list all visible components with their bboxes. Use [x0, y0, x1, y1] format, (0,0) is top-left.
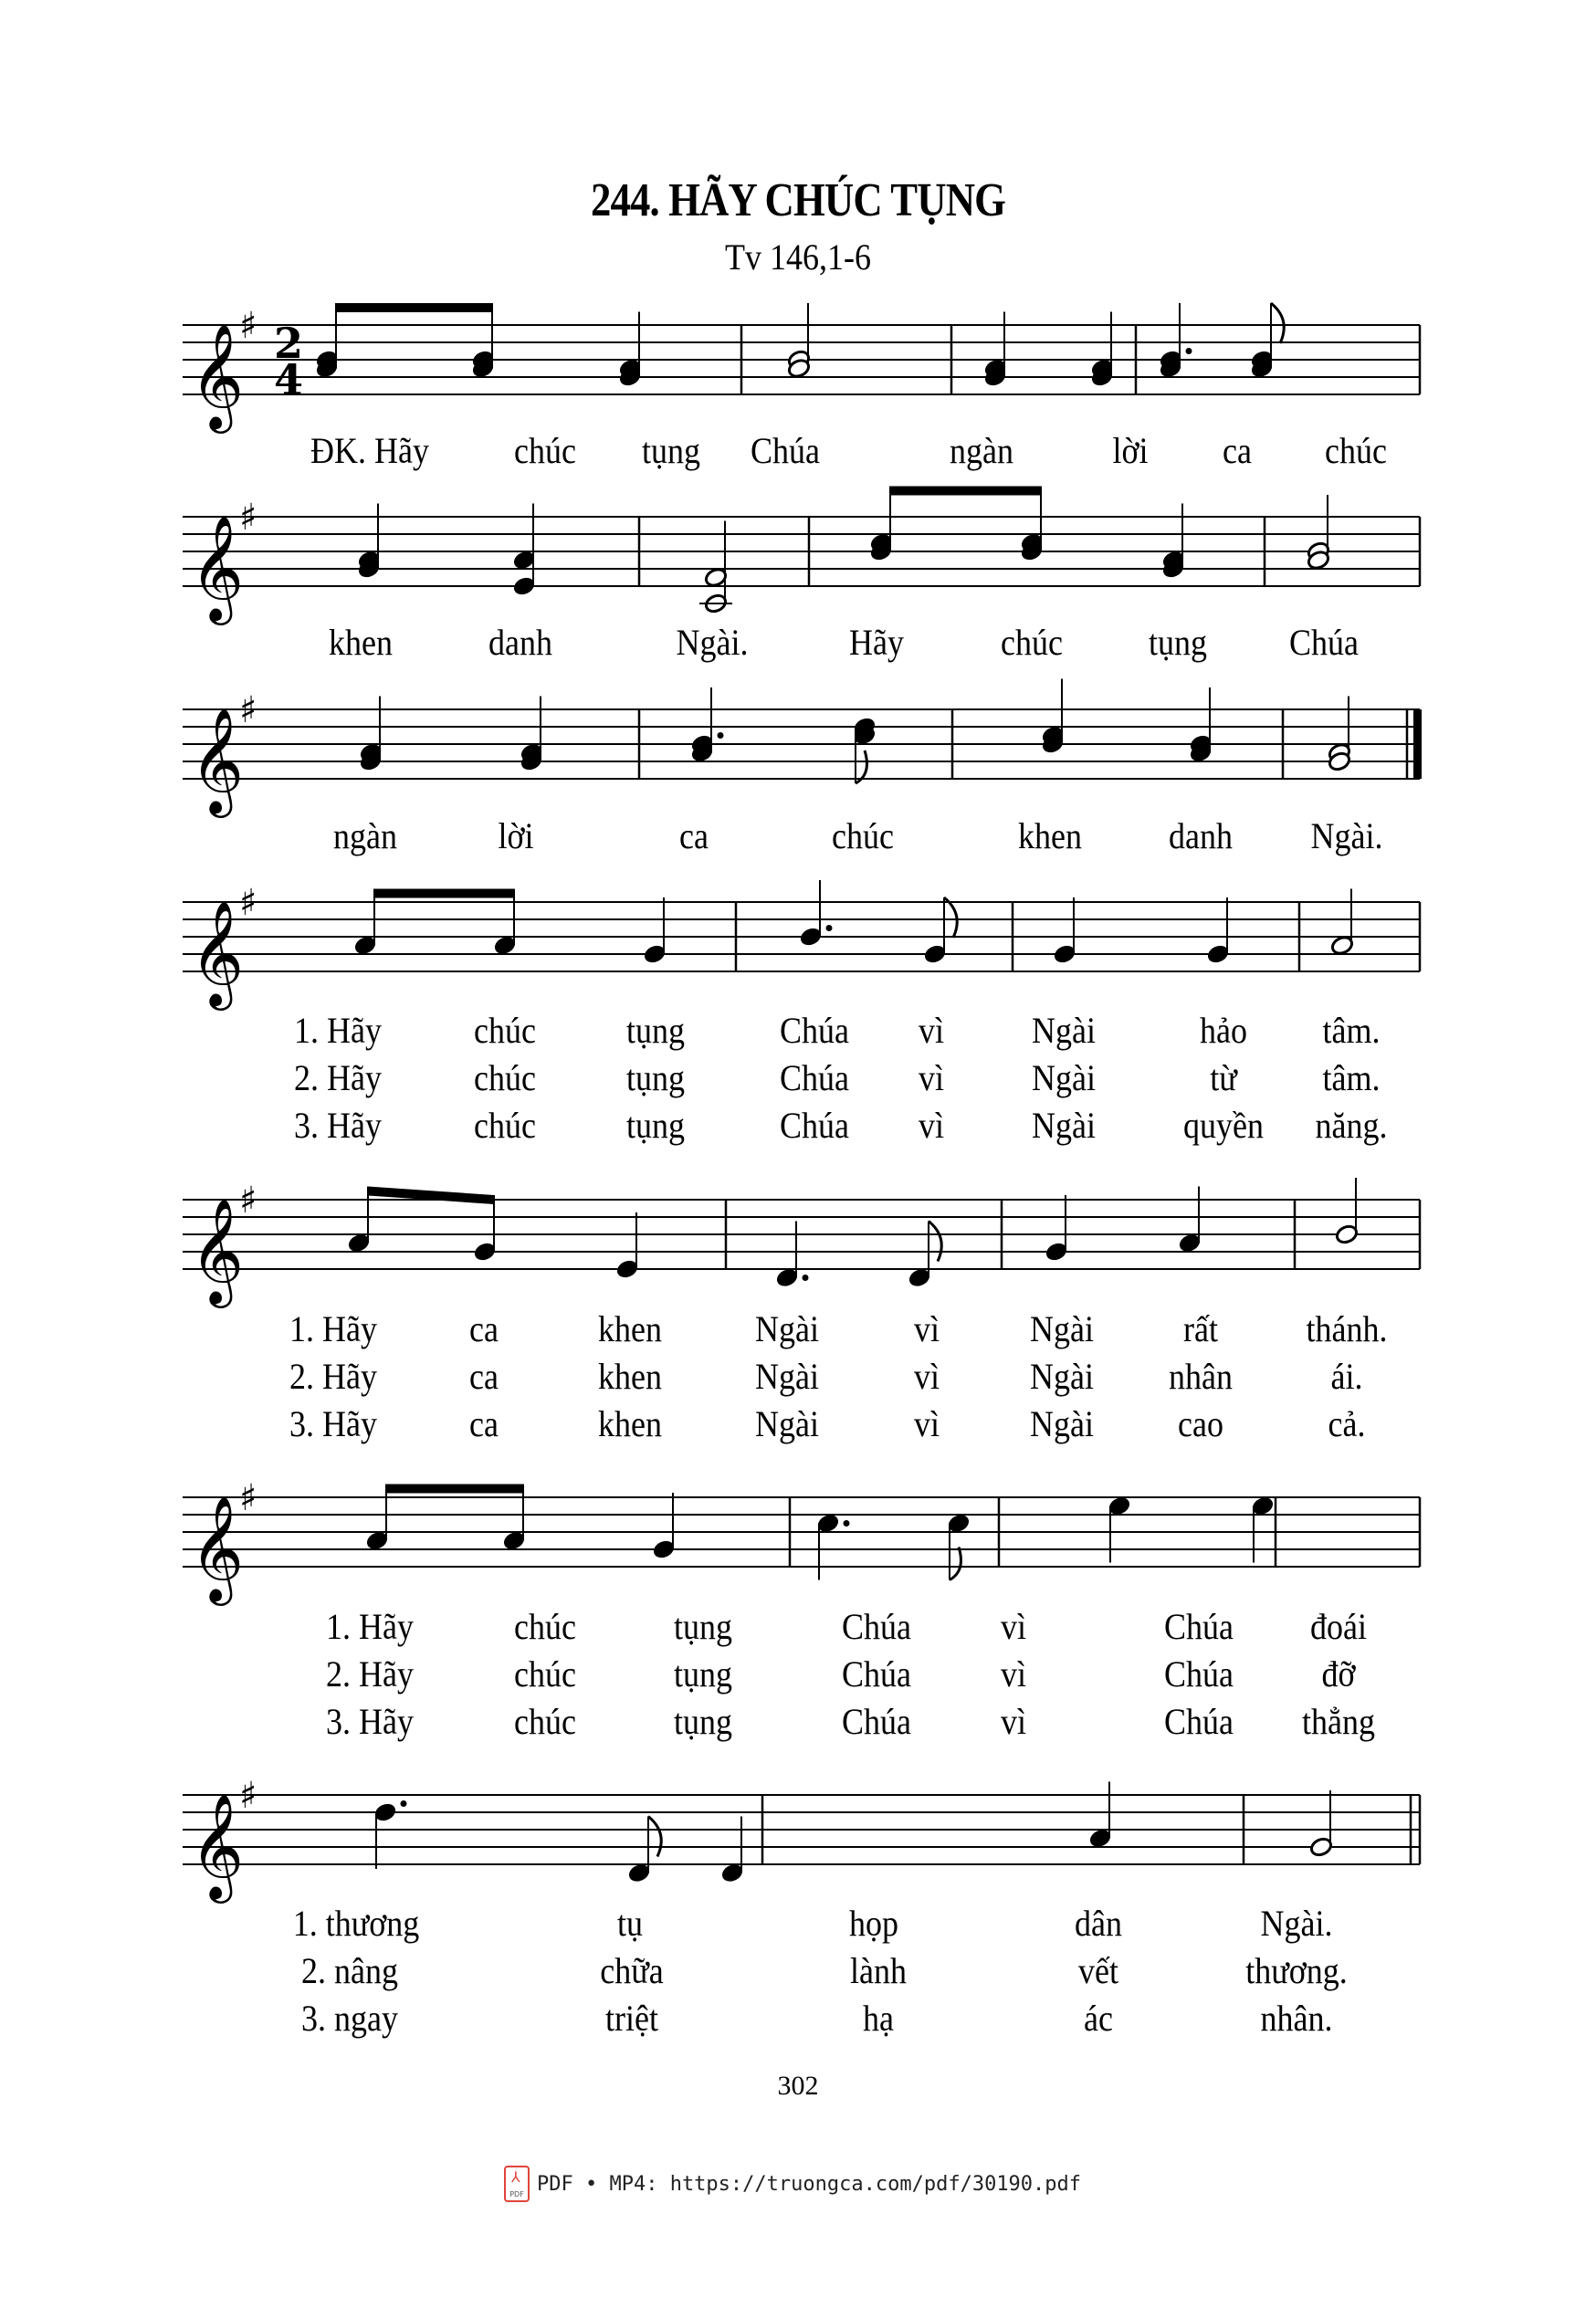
lyric-syllable: rất	[1183, 1308, 1218, 1349]
lyric-syllable: ca	[469, 1356, 499, 1397]
augmentation-dot	[401, 1800, 407, 1807]
lyric-syllable: lành	[850, 1950, 907, 1991]
augmentation-dot	[718, 732, 724, 739]
lyric-syllable: tụ	[616, 1903, 644, 1944]
lyric-syllable: 3. ngay	[301, 1998, 398, 2039]
lyric-syllable: Ngài	[1030, 1403, 1094, 1444]
lyric-syllable: chúc	[514, 430, 576, 471]
lyric-syllable: vì	[918, 1105, 945, 1146]
lyric-syllable: chúc	[514, 1606, 576, 1647]
lyric-syllable: Ngài.	[1310, 815, 1383, 856]
lyric-syllable: vì	[1000, 1606, 1027, 1647]
lyric-syllable: ngàn	[333, 815, 397, 856]
treble-clef-icon: 𝄞	[190, 1495, 245, 1601]
footer-text[interactable]: PDF • MP4: https://truongca.com/pdf/30190.pdf	[537, 2172, 1082, 2196]
lyric-syllable: tụng	[1148, 622, 1208, 663]
treble-clef-icon: 𝄞	[190, 899, 245, 1006]
lyric-syllable: chúc	[1325, 430, 1387, 471]
lyric-syllable: 2. nâng	[301, 1950, 398, 1991]
lyric-syllable: cao	[1178, 1403, 1223, 1444]
lyric-syllable: chúc	[474, 1057, 536, 1098]
lyric-syllable: lời	[498, 815, 534, 856]
lyric-syllable: đoái	[1310, 1606, 1367, 1647]
song-title: 244. HÃY CHÚC TỤNG	[590, 174, 1006, 226]
lyric-syllable: từ	[1210, 1057, 1237, 1098]
lyric-syllable: danh	[1169, 815, 1233, 856]
lyric-syllable: vì	[918, 1057, 945, 1098]
lyric-syllable: thẳng	[1302, 1701, 1375, 1742]
treble-clef-icon: 𝄞	[190, 1792, 245, 1899]
lyric-syllable: Ngài.	[676, 622, 749, 663]
lyric-syllable: cả.	[1328, 1403, 1366, 1444]
lyric-syllable: Chúa	[751, 430, 820, 471]
sharp-icon: ♯	[239, 1775, 257, 1817]
lyric-syllable: ái.	[1330, 1356, 1363, 1397]
lyric-syllable: Ngài	[1032, 1057, 1096, 1098]
lyric-syllable: vì	[918, 1010, 945, 1051]
lyric-syllable: Chúa	[1289, 622, 1359, 663]
lyric-syllable: ca	[469, 1308, 499, 1349]
sharp-icon: ♯	[239, 1477, 257, 1519]
lyric-syllable: 1. Hãy	[326, 1606, 414, 1647]
flag	[944, 897, 957, 938]
lyric-syllable: Chúa	[780, 1010, 849, 1051]
lyric-syllable: triệt	[605, 1998, 658, 2039]
lyric-syllable: hạ	[863, 1998, 894, 2039]
treble-clef-icon: 𝄞	[190, 707, 245, 813]
lyric-syllable: lời	[1112, 430, 1149, 471]
lyric-syllable: khen	[598, 1403, 662, 1444]
lyric-syllable: vì	[1000, 1701, 1027, 1742]
lyric-syllable: vì	[913, 1308, 940, 1349]
lyric-syllable: Ngài	[755, 1356, 819, 1397]
time-signature-bottom: 4	[274, 355, 304, 404]
lyric-syllable: 1. Hãy	[289, 1308, 377, 1349]
lyric-syllable: Chúa	[780, 1105, 849, 1146]
pdf-icon-label: PDF	[509, 2190, 524, 2198]
flag	[929, 1222, 941, 1262]
flag	[648, 1817, 661, 1857]
lyric-syllable: ác	[1084, 1998, 1113, 2039]
lyric-syllable: đỡ	[1321, 1653, 1356, 1695]
flag	[950, 1548, 961, 1580]
lyric-syllable: khen	[598, 1356, 662, 1397]
lyric-syllable: tụng	[673, 1606, 733, 1647]
time-signature-top: 2	[274, 319, 304, 368]
song-subtitle: Tv 146,1-6	[724, 236, 871, 278]
lyric-syllable: Ngài	[755, 1308, 819, 1349]
lyric-syllable: chữa	[600, 1950, 664, 1991]
lyric-syllable: chúc	[474, 1105, 536, 1146]
augmentation-dot	[803, 1275, 809, 1281]
lyric-syllable: Hãy	[849, 622, 904, 663]
sharp-icon: ♯	[239, 689, 257, 731]
lyric-syllable: chúc	[514, 1701, 576, 1742]
lyric-syllable: Ngài.	[1260, 1903, 1333, 1944]
lyric-syllable: họp	[849, 1903, 898, 1944]
page-number: 302	[777, 2071, 819, 2101]
lyric-syllable: chúc	[832, 815, 894, 856]
lyric-syllable: nhân.	[1260, 1998, 1333, 2039]
lyric-syllable: Ngài	[755, 1403, 819, 1444]
lyric-syllable: Chúa	[842, 1606, 911, 1647]
sharp-icon: ♯	[239, 305, 257, 347]
lyric-syllable: ngàn	[950, 430, 1013, 471]
lyric-syllable: khen	[598, 1308, 662, 1349]
treble-clef-icon: 𝄞	[190, 322, 245, 429]
lyric-syllable: ca	[679, 815, 709, 856]
augmentation-dot	[826, 925, 833, 931]
flag	[1271, 303, 1284, 343]
lyric-syllable: 3. Hãy	[326, 1701, 414, 1742]
final-barline	[1413, 709, 1422, 779]
lyric-syllable: ca	[1223, 430, 1252, 471]
lyric-syllable: tụng	[625, 1057, 686, 1098]
lyric-syllable: ĐK. Hãy	[310, 430, 429, 471]
lyric-syllable: tụng	[641, 430, 701, 471]
lyric-syllable: 2. Hãy	[289, 1356, 377, 1397]
lyric-syllable: tụng	[625, 1105, 686, 1146]
lyric-syllable: Ngài	[1032, 1105, 1096, 1146]
lyric-syllable: tụng	[625, 1010, 686, 1051]
beam	[386, 1485, 523, 1494]
sharp-icon: ♯	[239, 497, 257, 539]
lyric-syllable: Chúa	[1164, 1606, 1234, 1647]
lyric-syllable: 1. thương	[292, 1903, 420, 1944]
acrobat-glyph-icon: ⅄	[511, 2168, 520, 2186]
pdf-icon	[504, 2166, 530, 2202]
lyric-syllable: tụng	[673, 1701, 733, 1742]
lyric-syllable: hảo	[1200, 1010, 1247, 1051]
lyric-syllable: Ngài	[1030, 1356, 1094, 1397]
beam	[890, 487, 1041, 496]
lyric-syllable: danh	[488, 622, 552, 663]
augmentation-dot	[844, 1520, 850, 1527]
lyric-syllable: Chúa	[1164, 1701, 1234, 1742]
lyric-syllable: nhân	[1169, 1356, 1233, 1397]
lyric-syllable: chúc	[1001, 622, 1063, 663]
lyric-syllable: vì	[913, 1403, 940, 1444]
sharp-icon: ♯	[239, 882, 257, 924]
footer-link[interactable]	[504, 2166, 1081, 2202]
lyric-syllable: Chúa	[842, 1701, 911, 1742]
lyric-syllable: 3. Hãy	[289, 1403, 377, 1444]
lyric-syllable: ca	[469, 1403, 499, 1444]
lyric-syllable: Chúa	[1164, 1653, 1234, 1695]
lyric-syllable: tâm.	[1322, 1010, 1381, 1051]
beam	[374, 889, 514, 898]
lyric-syllable: khen	[1018, 815, 1082, 856]
lyric-syllable: thánh.	[1306, 1308, 1388, 1349]
lyric-syllable: chúc	[474, 1010, 536, 1051]
lyric-syllable: thương.	[1245, 1950, 1348, 1991]
lyric-syllable: quyền	[1183, 1105, 1264, 1146]
sharp-icon: ♯	[239, 1180, 257, 1222]
lyric-syllable: 2. Hãy	[326, 1653, 414, 1695]
lyric-syllable: Ngài	[1030, 1308, 1094, 1349]
lyric-syllable: Chúa	[780, 1057, 849, 1098]
lyric-syllable: khen	[329, 622, 393, 663]
lyric-syllable: vì	[1000, 1653, 1027, 1695]
lyric-syllable: Ngài	[1032, 1010, 1096, 1051]
treble-clef-icon: 𝄞	[190, 514, 245, 621]
lyric-syllable: năng.	[1315, 1105, 1388, 1146]
lyric-syllable: 2. Hãy	[294, 1057, 382, 1098]
beam	[336, 303, 492, 312]
lyric-syllable: 3. Hãy	[294, 1105, 382, 1146]
lyric-syllable: vết	[1078, 1950, 1118, 1991]
lyric-syllable: tụng	[673, 1653, 733, 1695]
lyric-syllable: dân	[1075, 1903, 1122, 1944]
lyric-syllable: Chúa	[842, 1653, 911, 1695]
beam	[368, 1187, 494, 1205]
lyric-syllable: tâm.	[1322, 1057, 1381, 1098]
augmentation-dot	[1186, 348, 1192, 354]
treble-clef-icon: 𝄞	[190, 1197, 245, 1304]
lyric-syllable: chúc	[514, 1653, 576, 1695]
lyric-syllable: 1. Hãy	[294, 1010, 382, 1051]
lyric-syllable: vì	[913, 1356, 940, 1397]
